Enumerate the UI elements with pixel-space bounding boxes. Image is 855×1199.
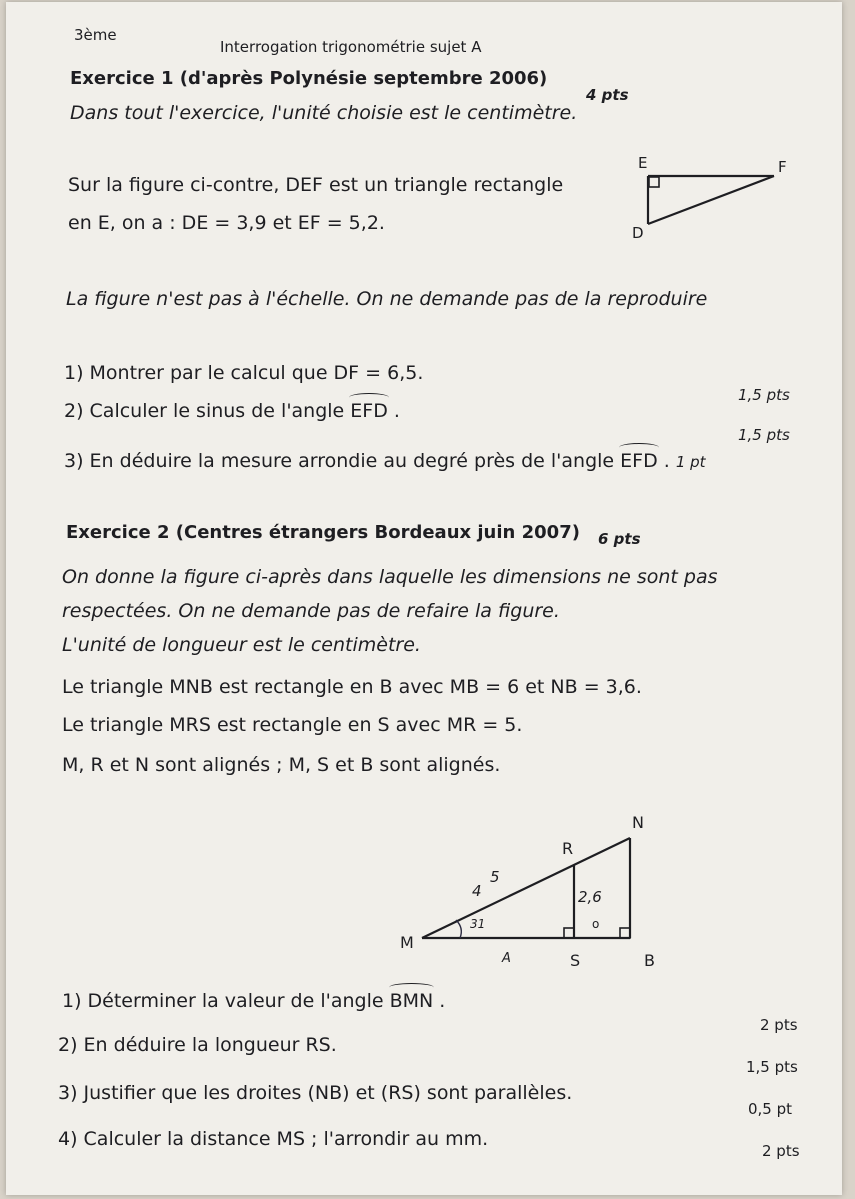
exercise2-question-4-points: 2 pts bbox=[762, 1142, 800, 1160]
exercise1-intro-line2: en E, on a : DE = 3,9 et EF = 5,2. bbox=[68, 212, 385, 234]
label-r: R bbox=[562, 839, 574, 858]
angle-efd: EFD bbox=[350, 400, 388, 422]
handwritten-mr-5: 5 bbox=[490, 868, 500, 886]
handwritten-mr-4: 4 bbox=[472, 882, 482, 900]
exercise1-points: 4 pts bbox=[586, 86, 629, 104]
angle-efd: EFD bbox=[620, 450, 658, 472]
exercise2-question-1: 1) Déterminer la valeur de l'angle BMN . bbox=[62, 990, 446, 1012]
triangle-def-figure bbox=[616, 146, 816, 246]
right-angle-mark-s bbox=[564, 928, 574, 938]
exercise2-heading: Exercice 2 (Centres étrangers Bordeaux juin 2007) bbox=[66, 522, 580, 543]
label-f: F bbox=[778, 158, 787, 176]
exercise2-fact-3: M, R et N sont alignés ; M, S et B sont alignés. bbox=[62, 754, 501, 776]
exercise2-points: 6 pts bbox=[598, 530, 641, 548]
exercise1-question-2: 2) Calculer le sinus de l'angle EFD . bbox=[64, 400, 400, 422]
right-angle-mark-e bbox=[649, 177, 659, 187]
angle-arc-m bbox=[456, 920, 461, 938]
label-d: D bbox=[632, 224, 644, 242]
exercise1-scale-note: La figure n'est pas à l'échelle. On ne demande pas de la reproduire bbox=[66, 288, 708, 310]
page-title: Interrogation trigonométrie sujet A bbox=[220, 38, 482, 56]
class-level: 3ème bbox=[74, 26, 117, 44]
handwritten-rs-value: 2,6 bbox=[578, 888, 602, 906]
handwritten-circle: o bbox=[592, 917, 600, 931]
label-s: S bbox=[570, 951, 581, 970]
exercise2-question-2-points: 1,5 pts bbox=[746, 1058, 798, 1076]
exercise2-unit-note: L'unité de longueur est le centimètre. bbox=[62, 634, 421, 656]
label-e: E bbox=[638, 154, 648, 172]
right-angle-mark-b bbox=[620, 928, 630, 938]
exercise1-question-1: 1) Montrer par le calcul que DF = 6,5. bbox=[64, 362, 424, 384]
exercise2-fact-1: Le triangle MNB est rectangle en B avec MB = 6 et NB = 3,6. bbox=[62, 676, 642, 698]
angle-bmn: BMN bbox=[389, 990, 434, 1012]
exercise2-question-4: 4) Calculer la distance MS ; l'arrondir au mm. bbox=[58, 1128, 489, 1150]
exercise1-intro-line1: Sur la figure ci-contre, DEF est un triangle rectangle bbox=[68, 174, 564, 196]
worksheet-page bbox=[6, 2, 842, 1195]
side-df bbox=[648, 176, 774, 224]
label-b: B bbox=[644, 951, 655, 970]
exercise2-question-1-points: 2 pts bbox=[760, 1016, 798, 1034]
exercise2-fact-2: Le triangle MRS est rectangle en S avec MR = 5. bbox=[62, 714, 523, 736]
exercise1-question-1-points: 1,5 pts bbox=[738, 386, 790, 404]
label-n: N bbox=[632, 813, 644, 832]
exercise2-intro-line2: respectées. On ne demande pas de refaire la figure. bbox=[62, 600, 560, 622]
triangle-mnb-figure bbox=[386, 802, 686, 977]
exercise2-question-2: 2) En déduire la longueur RS. bbox=[58, 1034, 337, 1056]
exercise2-question-3-points: 0,5 pt bbox=[748, 1100, 793, 1118]
exercise1-question-3: 3) En déduire la mesure arrondie au degré près de l'angle EFD . 1 pt bbox=[64, 450, 706, 472]
handwritten-angle-31: 31 bbox=[470, 917, 486, 931]
handwritten-ms-mark: A bbox=[502, 951, 511, 966]
exercise1-heading: Exercice 1 (d'après Polynésie septembre 2006) bbox=[70, 68, 548, 89]
exercise1-unit-note: Dans tout l'exercice, l'unité choisie est le centimètre. bbox=[70, 102, 578, 124]
exercise1-question-2-points: 1,5 pts bbox=[738, 426, 790, 444]
exercise1-question-3-points: 1 pt bbox=[675, 453, 706, 471]
label-m: M bbox=[400, 933, 414, 952]
exercise2-intro-line1: On donne la figure ci-après dans laquelle les dimensions ne sont pas bbox=[62, 566, 718, 588]
exercise2-question-3: 3) Justifier que les droites (NB) et (RS) sont parallèles. bbox=[58, 1082, 573, 1104]
